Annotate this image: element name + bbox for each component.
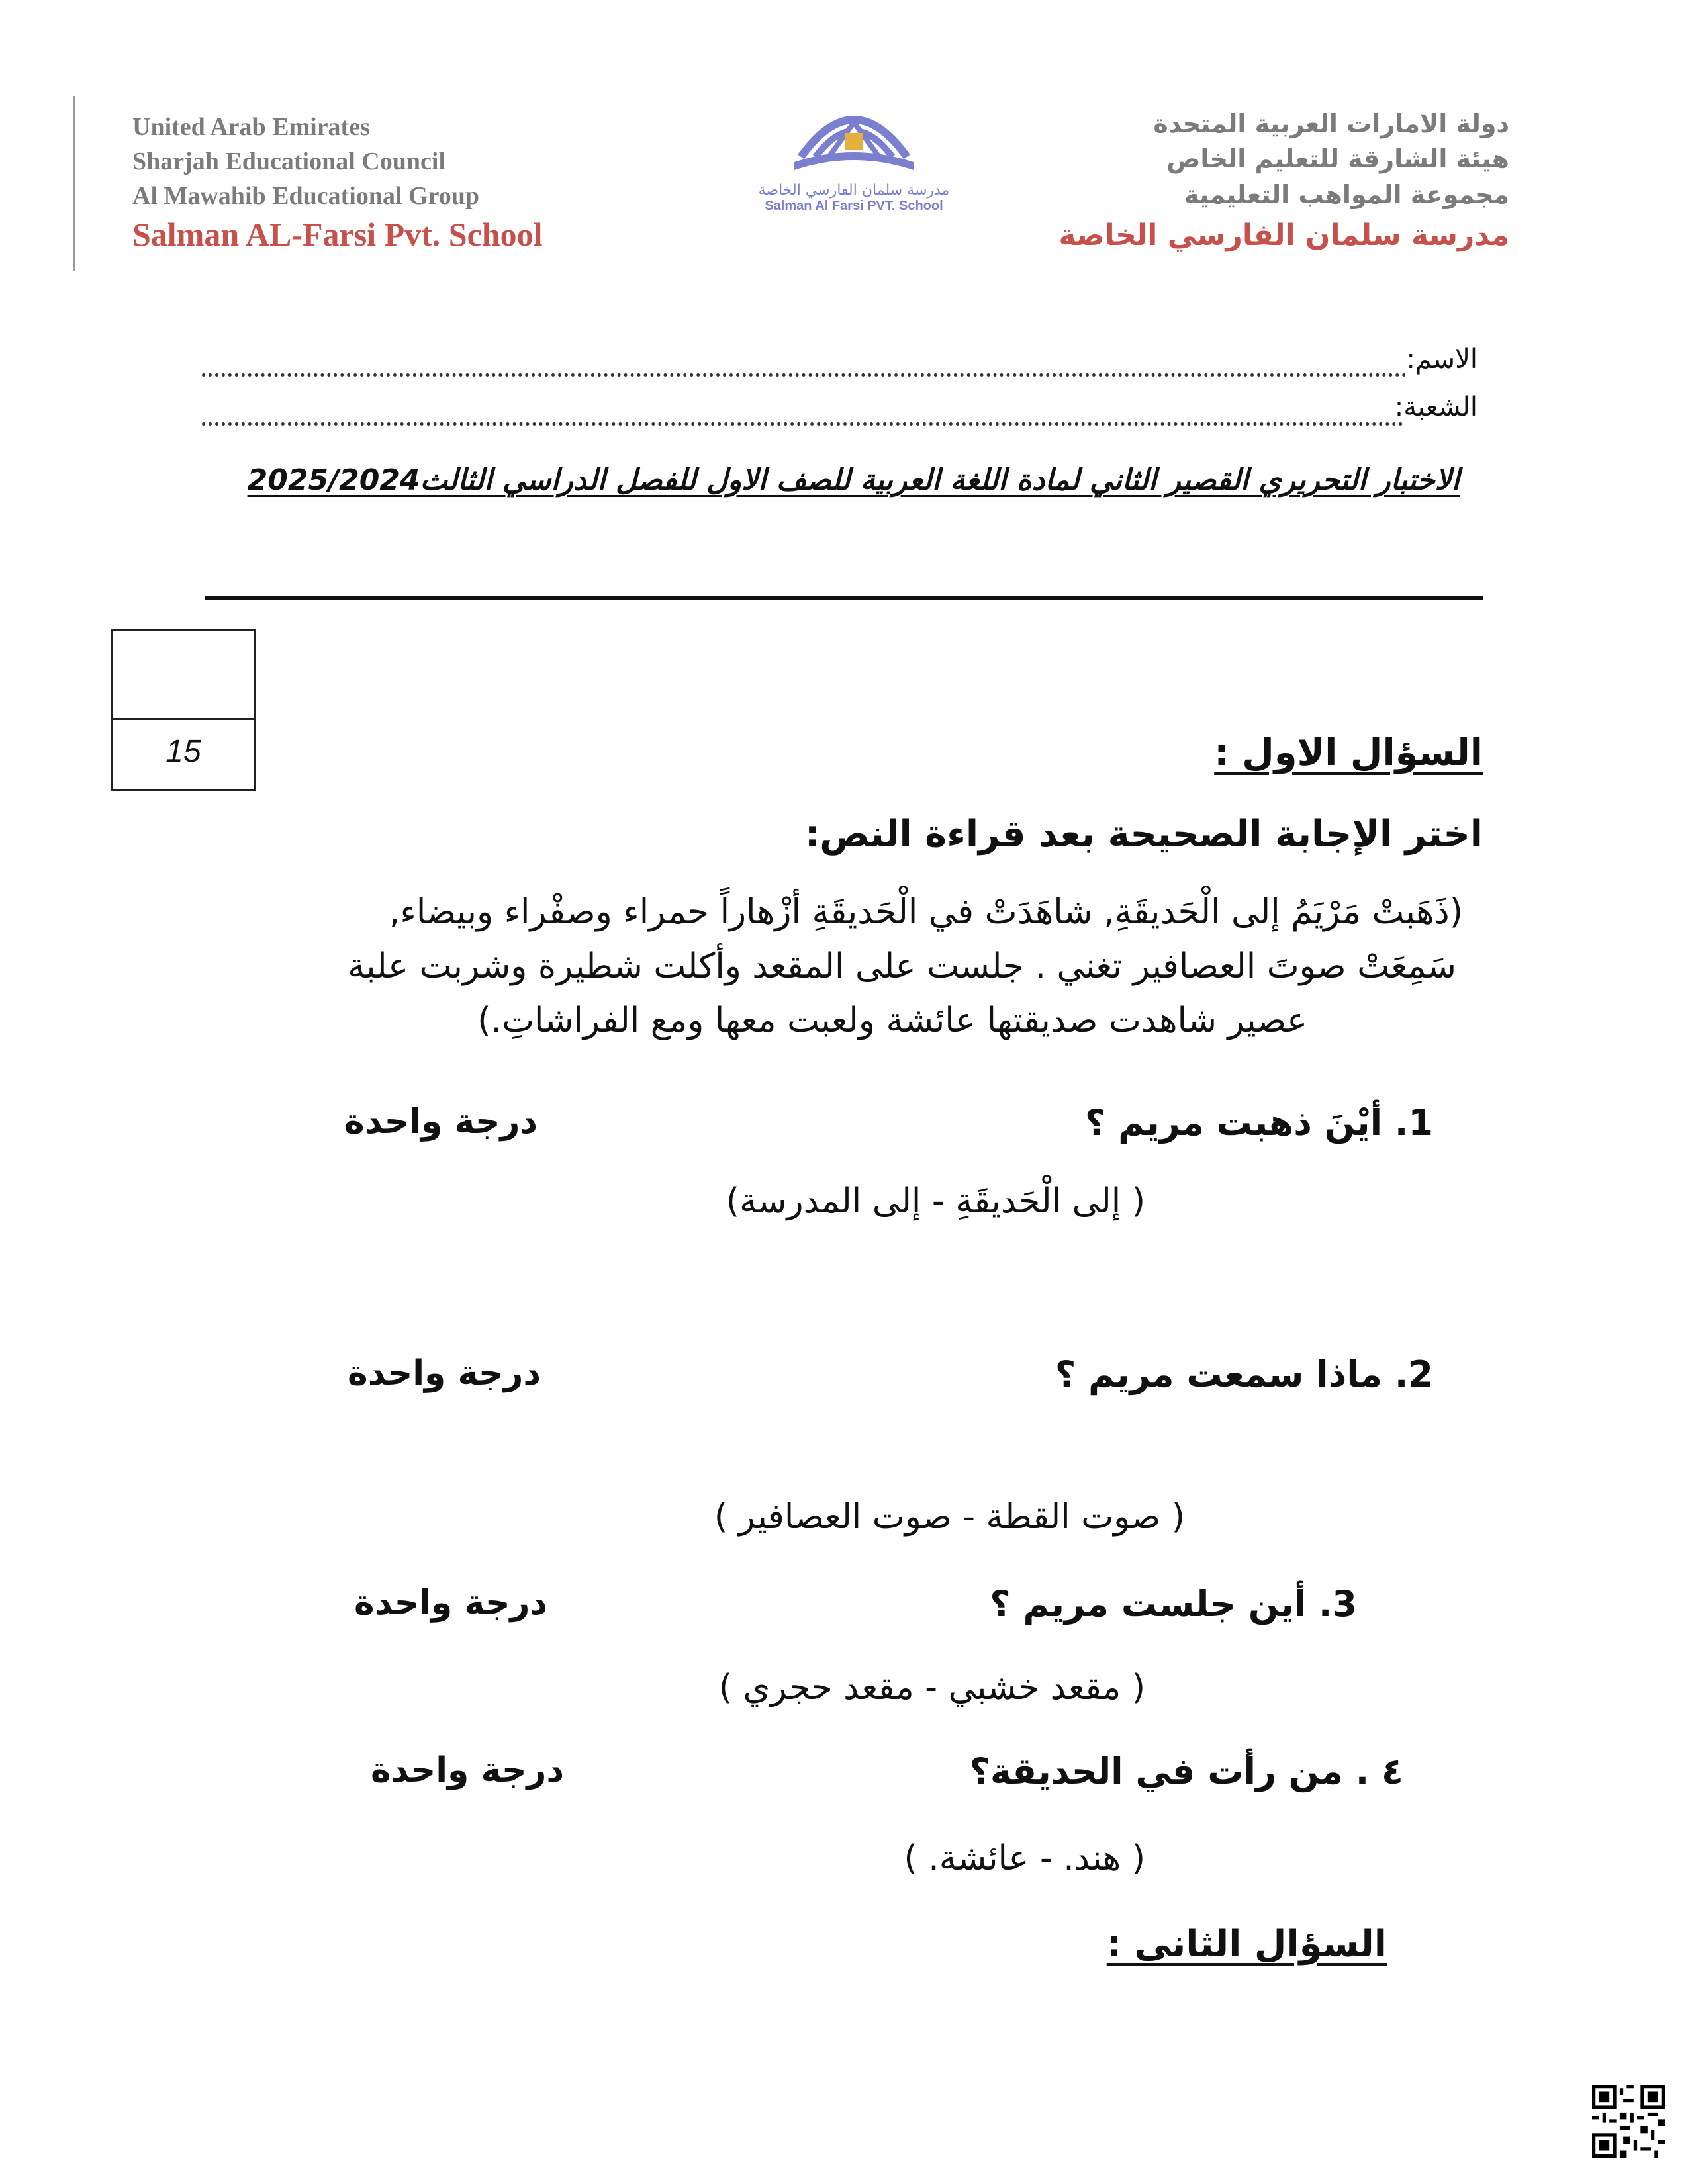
header-english-line3: Al Mawahib Educational Group: [132, 182, 480, 210]
options-item-2[interactable]: ( صوت القطة - صوت العصافير ): [714, 1497, 1185, 1537]
reading-passage-line2: سَمِعَتْ صوتَ العصافير تغني . جلست على المقعد وأكلت شطيرة وشربت علبة: [348, 946, 1456, 986]
qr-code-icon: [1592, 2085, 1665, 2158]
header-divider: [73, 96, 75, 271]
score-blank[interactable]: [113, 631, 254, 720]
options-item-3[interactable]: ( مقعد خشبي - مقعد حجري ): [718, 1668, 1145, 1707]
section-label: الشعبة:: [1394, 392, 1477, 422]
mark-item-3: درجة واحدة: [354, 1583, 548, 1623]
question1-heading: السؤال الاول :: [1214, 731, 1483, 774]
header-english-line1: United Arab Emirates: [132, 113, 370, 141]
title-rule: [205, 596, 1483, 600]
reading-passage-line3: عصير شاهدت صديقتها عائشة ولعبت معها ومع الفراشاتِ.): [477, 1001, 1307, 1040]
name-label: الاسم:: [1406, 344, 1477, 375]
options-item-1[interactable]: ( إلى الْحَديقَةِ - إلى المدرسة): [726, 1181, 1145, 1221]
mark-item-4: درجة واحدة: [371, 1751, 565, 1790]
name-field[interactable]: [202, 373, 1407, 377]
logo-english-caption: Salman Al Farsi PVT. School: [765, 199, 943, 213]
header-english-line2: Sharjah Educational Council: [132, 148, 445, 175]
question-item-1: 1. أيْنَ ذهبت مريم ؟: [1084, 1102, 1433, 1144]
reading-passage-line1: (ذَهَبتْ مَرْيَمُ إلى الْحَديقَةِ, شاهَدَتْ في الْحَديقَةِ أزْهاراً حمراء وصفْراء وبيضاء,: [389, 892, 1463, 932]
header-arabic-line1: دولة الامارات العربية المتحدة: [1153, 109, 1509, 138]
question-item-3: 3. أين جلست مريم ؟: [990, 1583, 1357, 1625]
mark-item-1: درجة واحدة: [344, 1102, 538, 1142]
header-arabic-school: مدرسة سلمان الفارسي الخاصة: [1058, 218, 1509, 252]
school-crest-icon: [728, 96, 980, 182]
question-item-4: ٤ . من رأت في الحديقة؟: [969, 1751, 1403, 1792]
school-logo: [728, 96, 980, 222]
exam-title: الاختبار التحريري القصير الثاني لمادة اللغة العربية للصف الاول للفصل الدراسي الثالث2025/2024: [247, 463, 1460, 497]
header-english-school: Salman AL-Farsi Pvt. School: [132, 216, 543, 253]
header-arabic-line2: هيئة الشارقة للتعليم الخاص: [1166, 144, 1509, 173]
question-item-2: 2. ماذا سمعت مريم ؟: [1055, 1353, 1433, 1395]
question2-heading: السؤال الثانى :: [1106, 1923, 1387, 1966]
header-arabic-line3: مجموعة المواهب التعليمية: [1184, 180, 1509, 209]
score-box: [111, 629, 256, 791]
mark-item-2: درجة واحدة: [348, 1353, 541, 1393]
score-total: 15: [165, 734, 201, 769]
options-item-4[interactable]: ( هند. - عائشة. ): [904, 1839, 1145, 1878]
section-field[interactable]: [202, 422, 1403, 426]
logo-arabic-caption: مدرسة سلمان الفارسي الخاصة: [758, 182, 950, 199]
question1-instruction: اختر الإجابة الصحيحة بعد قراءة النص:: [804, 813, 1483, 856]
